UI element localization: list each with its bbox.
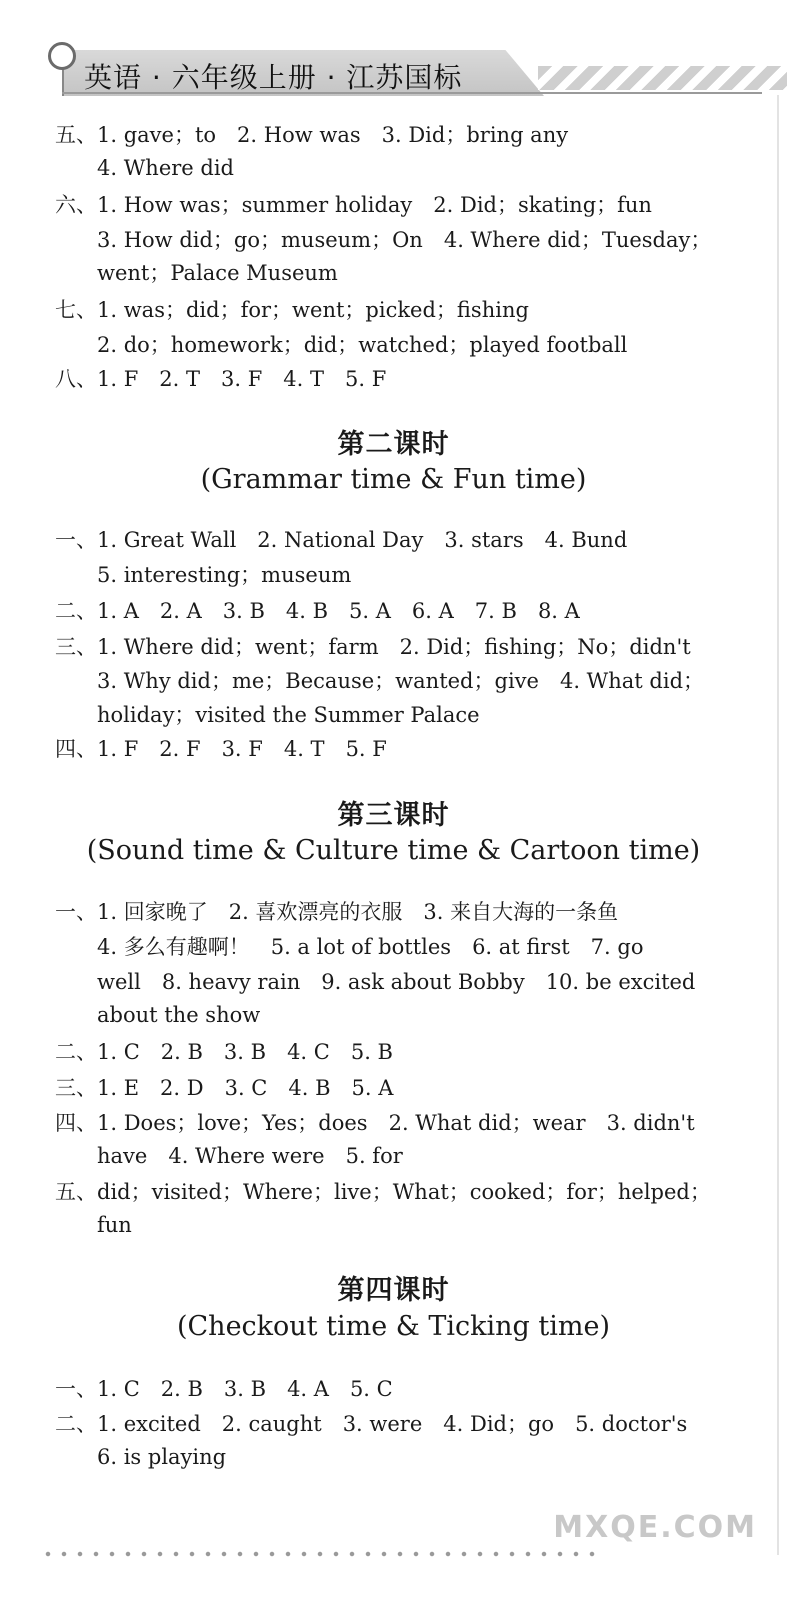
answer-line: 5. interesting；museum [97, 563, 352, 587]
answer-line: 一、1. C 2. B 3. B 4. A 5. C [55, 1377, 393, 1401]
header-stripes [538, 66, 787, 90]
answer-line: fun [97, 1213, 132, 1237]
section-heading: 第二课时 [337, 429, 450, 460]
answer-line: 七、1. was；did；for；went；picked；fishing [55, 298, 529, 322]
answer-line: have 4. Where were 5. for [97, 1144, 403, 1168]
page-header [48, 40, 787, 98]
header-title: 英语 · 六年级上册 · 江苏国标 [84, 61, 463, 94]
answer-line: about the show [97, 1003, 261, 1027]
answer-line: 2. do；homework；did；watched；played football [97, 333, 628, 357]
answer-line: 一、1. Great Wall 2. National Day 3. stars 4. Bund [55, 528, 628, 552]
answer-line: well 8. heavy rain 9. ask about Bobby 10. be excited [97, 970, 696, 994]
answer-line: holiday；visited the Summer Palace [97, 703, 480, 727]
section-heading: 第四课时 [337, 1275, 450, 1306]
answer-line: 三、1. Where did；went；farm 2. Did；fishing；No；didn't [55, 635, 691, 659]
answer-line: 二、1. C 2. B 3. B 4. C 5. B [55, 1040, 393, 1064]
answer-line: 4. Where did [97, 156, 234, 180]
answer-line: 四、1. Does；love；Yes；does 2. What did；wear 3. didn't [55, 1111, 695, 1135]
answer-line: 三、1. E 2. D 3. C 4. B 5. A [55, 1076, 394, 1100]
answer-line: 八、1. F 2. T 3. F 4. T 5. F [55, 367, 387, 391]
answer-line: 六、1. How was；summer holiday 2. Did；skating；fun [55, 193, 652, 217]
section-heading: 第三课时 [337, 800, 450, 831]
page-edge [777, 95, 779, 1555]
footer-dots [40, 1548, 600, 1560]
section-subheading: (Checkout time & Ticking time) [176, 1311, 610, 1342]
answer-line: went；Palace Museum [97, 261, 338, 285]
answer-line: 二、1. A 2. A 3. B 4. B 5. A 6. A 7. B 8. A [55, 599, 580, 623]
watermark-logo: MXQE.COM [553, 1510, 757, 1545]
section-subheading: (Grammar time & Fun time) [200, 464, 587, 495]
answer-line: 一、1. 回家晚了 2. 喜欢漂亮的衣服 3. 来自大海的一条鱼 [55, 900, 619, 924]
answer-line: 四、1. F 2. F 3. F 4. T 5. F [55, 737, 387, 761]
header-circle-icon [48, 42, 76, 70]
section-subheading: (Sound time & Culture time & Cartoon time) [86, 835, 701, 866]
answer-line: 五、1. gave；to 2. How was 3. Did；bring any [55, 123, 569, 147]
answer-line: 3. Why did；me；Because；wanted；give 4. What did； [97, 669, 705, 693]
answer-line: 五、did；visited；Where；live；What；cooked；for；helped； [55, 1180, 711, 1204]
answer-line: 4. 多么有趣啊！ 5. a lot of bottles 6. at first 7. go [97, 935, 644, 959]
answer-line: 3. How did；go；museum；On 4. Where did；Tuesday； [97, 228, 712, 252]
answer-line: 二、1. excited 2. caught 3. were 4. Did；go 5. doctor's [55, 1412, 688, 1436]
answer-line: 6. is playing [97, 1445, 227, 1469]
